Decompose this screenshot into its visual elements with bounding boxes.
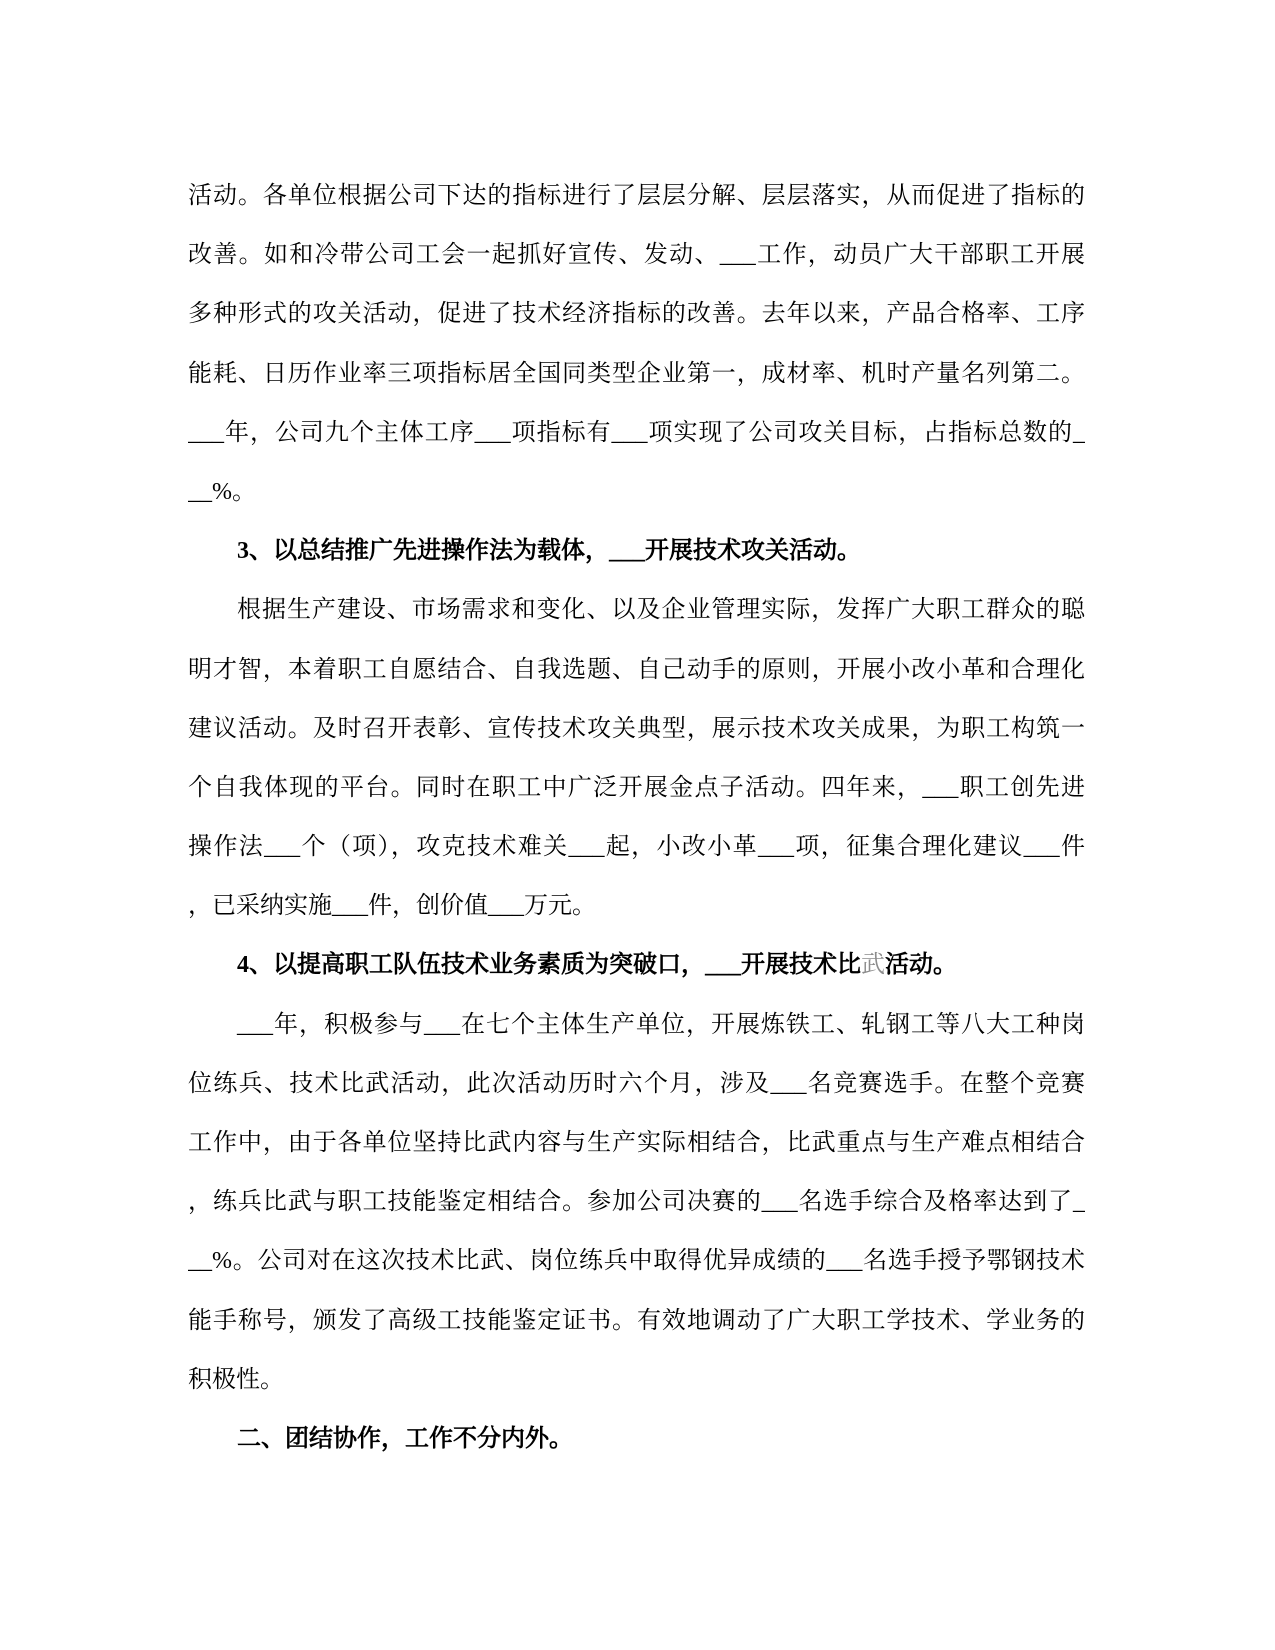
paragraph-line: 操作法___个（项），攻克技术难关___起，小改小革___项，征集合理化建议___件 (188, 834, 1085, 861)
heading-outline-char-wu: 武 (861, 952, 885, 979)
paragraph-line: 明才智，本着职工自愿结合、自我选题、自己动手的原则，开展小改小革和合理化 (188, 656, 1085, 683)
section-heading-2-main: 二、团结协作，工作不分内外。 (237, 1425, 573, 1452)
paragraph-line: ___年，公司九个主体工序___项指标有___项实现了公司攻关目标，占指标总数的_ (188, 419, 1085, 446)
paragraph-line: __%。公司对在这次技术比武、岗位练兵中取得优异成绩的___名选手授予鄂钢技术 (188, 1248, 1085, 1275)
heading-text-post: 活动。 (885, 952, 957, 979)
paragraph-line: 能手称号，颁发了高级工技能鉴定证书。有效地调动了广大职工学技术、学业务的 (188, 1307, 1085, 1334)
paragraph-line: 改善。如和冷带公司工会一起抓好宣传、发动、___工作，动员广大干部职工开展 (188, 242, 1085, 269)
section-heading-3: 3、以总结推广先进操作法为载体，___开展技术攻关活动。 (237, 538, 861, 565)
paragraph-line: 多种形式的攻关活动，促进了技术经济指标的改善。去年以来，产品合格率、工序 (188, 301, 1085, 328)
document-body (188, 167, 1085, 1469)
section-heading-4 (188, 936, 1085, 995)
paragraph-first-line: ___年，积极参与___在七个主体生产单位，开展炼铁工、轧钢工等八大工种岗 (237, 1011, 1085, 1038)
paragraph-first-line: 根据生产建设、市场需求和变化、以及企业管理实际，发挥广大职工群众的聪 (237, 597, 1085, 624)
paragraph-last-line: ，已采纳实施___件，创价值___万元。 (188, 893, 596, 920)
paragraph-line: 位练兵、技术比武活动，此次活动历时六个月，涉及___名竞赛选手。在整个竞赛 (188, 1070, 1085, 1097)
paragraph-line: 个自我体现的平台。同时在职工中广泛开展金点子活动。四年来，___职工创先进 (188, 774, 1085, 801)
heading-text-pre: 4、以提高职工队伍技术业务素质为突破口，___开展技术比 (237, 952, 861, 979)
paragraph-line: 工作中，由于各单位坚持比武内容与生产实际相结合，比武重点与生产难点相结合 (188, 1130, 1085, 1156)
paragraph-line: ，练兵比武与职工技能鉴定相结合。参加公司决赛的___名选手综合及格率达到了_ (188, 1189, 1085, 1216)
paragraph-last-line: __%。 (188, 478, 256, 505)
paragraph-last-line: 积极性。 (188, 1366, 284, 1393)
paragraph-line: 建议活动。及时召开表彰、宣传技术攻关典型，展示技术攻关成果，为职工构筑一 (188, 715, 1085, 742)
paragraph-line: 能耗、日历作业率三项指标居全国同类型企业第一，成材率、机时产量名列第二。 (188, 360, 1085, 387)
paragraph-line: 活动。各单位根据公司下达的指标进行了层层分解、层层落实，从而促进了指标的 (188, 183, 1085, 209)
